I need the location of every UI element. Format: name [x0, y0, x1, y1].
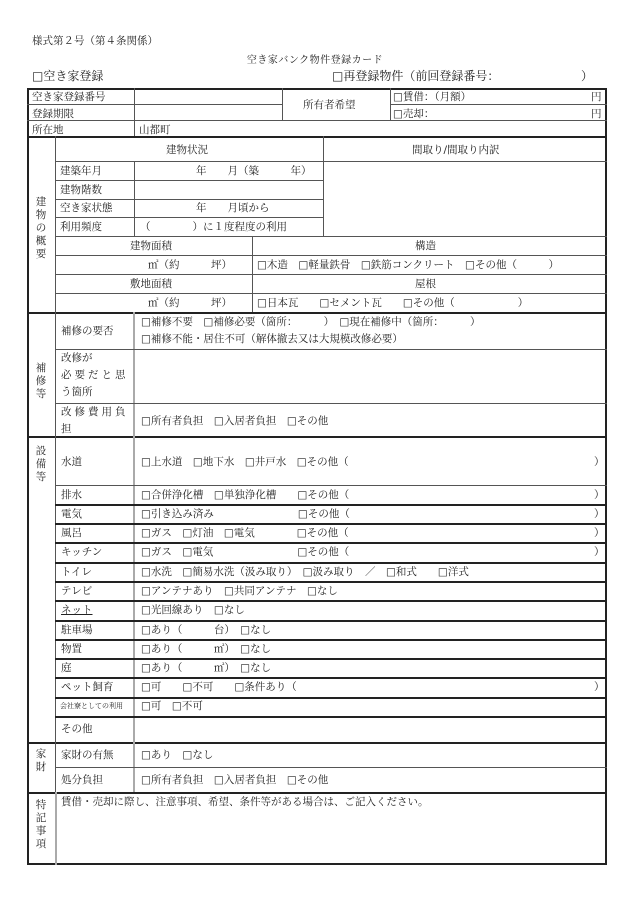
facility-options-tv[interactable]: □アンテナあり □共同アンテナ □なし — [141, 585, 338, 597]
paren-close: ） — [594, 527, 605, 539]
divider — [27, 742, 607, 744]
reg-number-label: 空き家登録番号 — [32, 91, 106, 103]
divider — [390, 104, 607, 105]
roof-options[interactable]: □日本瓦 □セメント瓦 □その他（ ） — [257, 297, 529, 309]
facility-label-toilet: トイレ — [61, 566, 92, 578]
facility-options-bath[interactable]: □ガス □灯油 □電気 □その他（ — [141, 527, 349, 539]
divider — [55, 312, 56, 436]
household-section-label: 家財 — [35, 748, 47, 773]
facilities-section-label: 設備等 — [35, 445, 47, 483]
divider — [55, 236, 607, 237]
sale-checkbox[interactable]: □売却： — [393, 108, 435, 120]
vacancy-field[interactable]: 年 月頃から — [196, 202, 270, 214]
household-presence-label: 家財の有無 — [61, 749, 114, 761]
facility-label-drainage: 排水 — [61, 489, 82, 501]
divider — [282, 88, 283, 120]
divider — [27, 120, 607, 121]
form-number: 様式第２号（第４条関係） — [32, 35, 158, 47]
facility-options-company-dorm[interactable]: □可 □不可 — [141, 700, 203, 712]
divider — [55, 792, 57, 865]
build-date-field[interactable]: 年 月（築 年） — [196, 165, 312, 177]
site-area-field[interactable]: ㎡（約 坪） — [148, 297, 232, 309]
facility-options-toilet[interactable]: □水洗 □簡易水洗（汲み取り） □汲み取り ／ □和式 □洋式 — [141, 566, 469, 578]
yen-unit: 円 — [591, 91, 602, 103]
facility-options-kitchen[interactable]: □ガス □電気 □その他（ — [141, 546, 350, 558]
paren-close: ） — [594, 489, 605, 501]
yen-unit: 円 — [591, 108, 602, 120]
layout-header: 間取り/間取り内訳 — [412, 144, 500, 156]
facility-options-electricity[interactable]: □引き込み済み □その他（ — [141, 508, 350, 520]
facility-options-drainage[interactable]: □合併浄化槽 □単独浄化槽 □その他（ — [141, 489, 350, 501]
divider — [55, 620, 607, 622]
layout-field[interactable] — [324, 162, 606, 235]
divider — [55, 600, 607, 602]
repair-impossible-option[interactable]: □補修不能・居住不可（解体撤去又は大規模改修必要） — [141, 333, 403, 345]
household-presence-options[interactable]: □あり □なし — [141, 749, 214, 761]
re-registration-checkbox[interactable]: □再登録物件（前回登録番号： — [332, 69, 500, 83]
roof-header: 屋根 — [415, 278, 436, 290]
divider — [390, 88, 391, 120]
floors-label: 建物階数 — [60, 184, 102, 196]
paren-close: ） — [594, 681, 605, 693]
vacancy-label: 空き家状態 — [60, 202, 113, 214]
repair-places-label: 必要だと思 — [61, 369, 129, 381]
divider — [134, 161, 135, 236]
divider — [55, 136, 56, 313]
divider — [55, 255, 607, 256]
repair-need-label: 補修の要否 — [61, 325, 114, 337]
facility-options-water[interactable]: □上水道 □地下水 □井戸水 □その他（ — [141, 456, 349, 468]
divider — [55, 274, 607, 275]
usage-label: 利用頻度 — [60, 221, 102, 233]
divider — [27, 792, 607, 794]
divider — [55, 562, 607, 564]
new-registration-checkbox[interactable]: □空き家登録 — [32, 69, 104, 83]
status-header: 建物状況 — [166, 144, 208, 156]
divider — [55, 403, 607, 404]
repair-section-label: 補修等 — [35, 362, 47, 400]
reg-number-field[interactable] — [136, 89, 281, 104]
divider — [55, 542, 607, 544]
floors-field[interactable] — [136, 181, 322, 198]
facility-label-pets: ペット飼育 — [61, 681, 114, 693]
divider — [55, 217, 323, 218]
location-label: 所在地 — [32, 124, 64, 136]
divider — [55, 658, 607, 660]
divider — [252, 236, 253, 312]
facility-other-field[interactable] — [136, 718, 606, 741]
owner-wish-label: 所有者希望 — [303, 99, 356, 111]
facility-label-tv: テレビ — [61, 585, 93, 597]
repair-places-label: 改修が — [61, 352, 93, 364]
repair-need-options[interactable]: □補修不要 □補修必要（箇所： ） □現在補修中（箇所： ） — [141, 316, 481, 328]
facility-options-pets[interactable]: □可 □不可 □条件あり（ — [141, 681, 297, 693]
reg-period-field[interactable] — [136, 105, 281, 120]
paren-close: ） — [594, 508, 605, 520]
facility-label-garden: 庭 — [61, 662, 72, 674]
usage-field[interactable]: （ ）に１度程度の利用 — [140, 221, 287, 233]
divider — [133, 312, 135, 436]
divider — [55, 293, 607, 294]
facility-label-other: その他 — [61, 723, 93, 735]
divider — [55, 199, 323, 200]
structure-header: 構造 — [415, 240, 436, 252]
reg-period-label: 登録期限 — [32, 108, 74, 120]
paren-close: ） — [594, 456, 605, 468]
build-date-label: 建築年月 — [60, 165, 102, 177]
facility-label-electricity: 電気 — [61, 508, 82, 520]
page-title: 空き家バンク物件登録カード — [246, 55, 384, 66]
notes-section-label: 特記事項 — [35, 799, 47, 850]
divider — [27, 136, 607, 138]
facility-label-storage: 物置 — [61, 643, 82, 655]
location-value[interactable]: 山都町 — [139, 124, 171, 136]
household-disposal-options[interactable]: □所有者負担 □入居者負担 □その他 — [141, 774, 329, 786]
facility-label-parking: 駐車場 — [61, 624, 93, 636]
floor-area-field[interactable]: ㎡（約 坪） — [148, 259, 232, 271]
floor-area-header: 建物面積 — [130, 240, 172, 252]
divider — [27, 312, 607, 314]
re-registration-close: ） — [581, 69, 594, 83]
divider — [55, 504, 607, 506]
divider — [134, 88, 135, 136]
household-disposal-label: 処分負担 — [61, 774, 103, 786]
repair-places-label: う箇所 — [61, 386, 93, 398]
divider — [55, 697, 607, 699]
paren-close: ） — [594, 546, 605, 558]
facility-options-parking[interactable]: □あり（ 台） □なし — [141, 624, 272, 636]
site-area-header: 敷地面積 — [130, 278, 172, 290]
facility-options-storage[interactable]: □あり（ ㎡） □なし — [141, 643, 272, 655]
facility-label-internet: ネット — [61, 604, 93, 616]
notes-instructions: 賃借・売却に際し、注意事項、希望、条件等がある場合は、ご記入ください。 — [61, 796, 429, 808]
facility-label-company-dorm: 会社寮としての利用 — [60, 702, 123, 710]
facility-label-kitchen: キッチン — [61, 546, 103, 558]
divider — [55, 523, 607, 525]
notes-field[interactable] — [58, 812, 606, 864]
facility-label-bath: 風呂 — [61, 527, 82, 539]
repair-places-field[interactable] — [136, 350, 606, 402]
divider — [55, 677, 607, 679]
repair-cost-options[interactable]: □所有者負担 □入居者負担 □その他 — [141, 415, 329, 427]
divider — [55, 485, 607, 486]
structure-options[interactable]: □木造 □軽量鉄骨 □鉄筋コンクリート □その他（ ） — [257, 259, 559, 271]
building-section-label: 建物の概要 — [35, 196, 47, 260]
repair-cost-label: 改修費用負 — [61, 406, 129, 418]
rent-checkbox[interactable]: □賃借：（月額） — [393, 91, 472, 103]
divider — [55, 581, 607, 583]
divider — [55, 767, 607, 768]
facility-label-water: 水道 — [61, 456, 82, 468]
divider — [55, 639, 607, 641]
facility-options-internet[interactable]: □光回線あり □なし — [141, 604, 245, 616]
divider — [27, 436, 607, 438]
repair-cost-label: 担 — [61, 423, 72, 435]
facility-options-garden[interactable]: □あり（ ㎡） □なし — [141, 662, 272, 674]
